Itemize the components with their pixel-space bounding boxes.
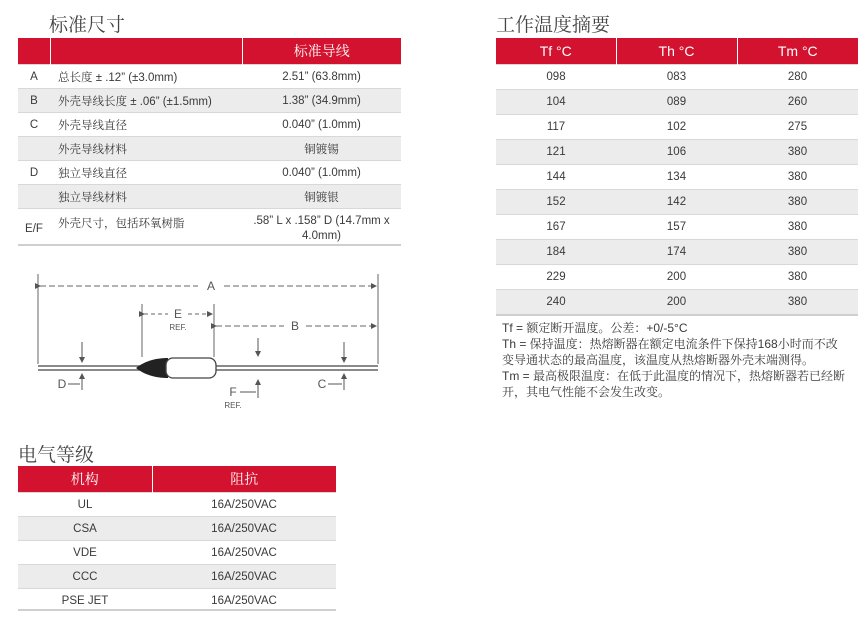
table-row — [496, 190, 858, 215]
table-row — [18, 113, 401, 137]
dim-ref-e: REF. — [169, 323, 187, 332]
tf-cell: 240 — [496, 290, 616, 315]
table-row — [18, 565, 336, 589]
tf-cell: 152 — [496, 190, 616, 215]
th-cell: 200 — [616, 265, 737, 290]
table-row — [18, 161, 401, 185]
table-row — [18, 541, 336, 565]
row-label: 外壳尺寸，包括环氧树脂 — [50, 209, 242, 250]
row-label: 独立导线材料 — [50, 185, 242, 209]
dim-label-f: F — [229, 385, 237, 399]
tf-cell: 229 — [496, 265, 616, 290]
table-row — [496, 265, 858, 290]
tf-cell: 144 — [496, 165, 616, 190]
temperature-table — [496, 38, 858, 315]
table-row — [18, 493, 336, 517]
row-label: 总长度 ± .12” (±3.0mm) — [50, 65, 242, 89]
tm-cell: 280 — [737, 65, 858, 90]
tf-cell: 167 — [496, 215, 616, 240]
dim-label-a: A — [206, 279, 216, 293]
row-code: C — [18, 113, 50, 137]
row-value: 铜镀锡 — [242, 137, 401, 161]
tm-cell: 275 — [737, 115, 858, 140]
rating-cell: 16A/250VAC — [152, 541, 336, 565]
row-code: D — [18, 161, 50, 185]
row-code: E/F — [18, 209, 50, 250]
row-value: 1.38” (34.9mm) — [242, 89, 401, 113]
th-cell: 089 — [616, 90, 737, 115]
agency-cell: CCC — [18, 565, 152, 589]
table-row — [18, 185, 401, 209]
tf-cell: 104 — [496, 90, 616, 115]
table-row — [18, 65, 401, 89]
row-code — [18, 137, 50, 161]
table-row — [496, 140, 858, 165]
dim-label-e: E — [173, 307, 183, 321]
dimensions-table — [18, 38, 401, 249]
table-row — [496, 165, 858, 190]
temperature-title: 工作温度摘要 — [496, 15, 611, 36]
tm-cell: 380 — [737, 140, 858, 165]
row-code: A — [18, 65, 50, 89]
dimensions-bottom-rule — [18, 244, 401, 246]
temp-header-tm: Tm °C — [737, 38, 858, 65]
dimensions-col-header: 标准导线 — [242, 38, 401, 65]
th-cell: 157 — [616, 215, 737, 240]
row-label: 独立导线直径 — [50, 161, 242, 185]
table-row — [496, 90, 858, 115]
table-row — [496, 65, 858, 90]
note-tf: Tf = 额定断开温度。公差：+0/-5°C — [502, 321, 688, 335]
th-cell: 142 — [616, 190, 737, 215]
tf-cell: 121 — [496, 140, 616, 165]
rating-cell: 16A/250VAC — [152, 517, 336, 541]
temp-header-th: Th °C — [616, 38, 737, 65]
tm-cell: 380 — [737, 240, 858, 265]
tm-cell: 380 — [737, 165, 858, 190]
electrical-title: 电气等级 — [18, 445, 95, 466]
rating-cell: 16A/250VAC — [152, 565, 336, 589]
row-code: B — [18, 89, 50, 113]
note-tm: Tm = 最高极限温度：在低于此温度的情况下，热熔断器若已经断开，其电气性能不会发生改变。 — [502, 369, 846, 399]
row-value: 2.51” (63.8mm) — [242, 65, 401, 89]
table-row — [496, 240, 858, 265]
table-row — [18, 517, 336, 541]
table-row — [18, 89, 401, 113]
tf-cell: 117 — [496, 115, 616, 140]
tm-cell: 260 — [737, 90, 858, 115]
tm-cell: 380 — [737, 215, 858, 240]
electrical-header-agency: 机构 — [18, 466, 152, 493]
rating-cell: 16A/250VAC — [152, 589, 336, 613]
th-cell: 083 — [616, 65, 737, 90]
temperature-notes — [502, 320, 847, 400]
th-cell: 174 — [616, 240, 737, 265]
fuse-dimension-diagram — [18, 262, 398, 422]
dim-label-d: D — [57, 377, 67, 391]
dim-ref-f: REF. — [224, 401, 242, 410]
agency-cell: VDE — [18, 541, 152, 565]
dim-label-b: B — [290, 319, 300, 333]
note-th: Th = 保持温度：热熔断器在额定电流条件下保持168小时而不改变导通状态的最高温度，该温度从热熔断器外壳末端测得。 — [502, 337, 838, 367]
row-label: 外壳导线长度 ± .06” (±1.5mm) — [50, 89, 242, 113]
row-code — [18, 185, 50, 209]
tf-cell: 184 — [496, 240, 616, 265]
row-label: 外壳导线材料 — [50, 137, 242, 161]
th-cell: 102 — [616, 115, 737, 140]
electrical-bottom-rule — [18, 609, 336, 611]
dimensions-title: 标准尺寸 — [49, 15, 126, 36]
table-row — [496, 290, 858, 315]
rating-cell: 16A/250VAC — [152, 493, 336, 517]
temp-header-tf: Tf °C — [496, 38, 616, 65]
row-value: 0.040” (1.0mm) — [242, 161, 401, 185]
temperature-bottom-rule — [496, 314, 858, 316]
agency-cell: CSA — [18, 517, 152, 541]
table-row — [496, 115, 858, 140]
agency-cell: UL — [18, 493, 152, 517]
th-cell: 200 — [616, 290, 737, 315]
th-cell: 106 — [616, 140, 737, 165]
row-value: 铜镀银 — [242, 185, 401, 209]
row-value: .58” L x .158” D (14.7mm x 4.0mm) — [242, 209, 401, 250]
tm-cell: 380 — [737, 190, 858, 215]
tm-cell: 380 — [737, 290, 858, 315]
electrical-header-rating: 阻抗 — [152, 466, 336, 493]
electrical-table — [18, 466, 336, 612]
row-value: 0.040” (1.0mm) — [242, 113, 401, 137]
dim-label-c: C — [317, 377, 327, 391]
table-row — [496, 215, 858, 240]
table-row — [18, 209, 401, 250]
tm-cell: 380 — [737, 265, 858, 290]
tf-cell: 098 — [496, 65, 616, 90]
row-label: 外壳导线直径 — [50, 113, 242, 137]
agency-cell: PSE JET — [18, 589, 152, 613]
table-row — [18, 137, 401, 161]
th-cell: 134 — [616, 165, 737, 190]
